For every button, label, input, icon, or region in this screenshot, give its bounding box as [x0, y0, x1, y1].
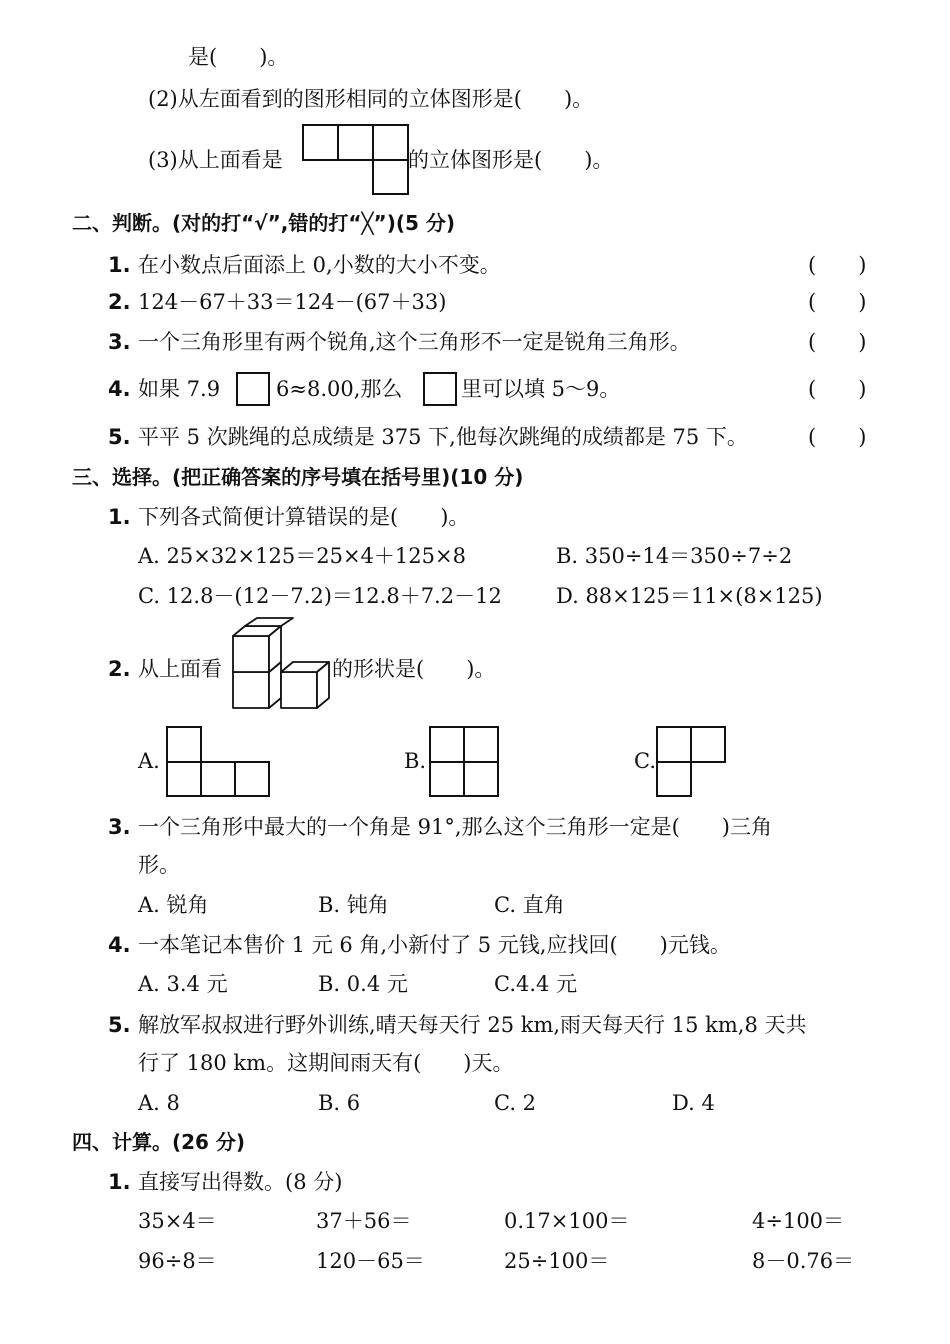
choice-1-option-a[interactable]: A. 25×32×125＝25×4＋125×8 [138, 544, 466, 568]
calc-item: 25÷100＝ [504, 1249, 610, 1273]
calc-item: 120－65＝ [316, 1249, 425, 1273]
choice-5-line2: 行了 180 km。这期间雨天有( )天。 [138, 1051, 514, 1075]
choice-3-option-c[interactable]: C. 直角 [494, 893, 565, 917]
choice-3-line1: 一个三角形中最大的一个角是 91°,那么这个三角形一定是( )三角 [138, 815, 772, 839]
choice-4-text: 一本笔记本售价 1 元 6 角,小新付了 5 元钱,应找回( )元钱。 [138, 933, 731, 957]
choice-1-text: 下列各式简便计算错误的是( )。 [138, 505, 470, 529]
q3-text-before: (3)从上面看是 [148, 148, 283, 172]
calc-item: 35×4＝ [138, 1209, 217, 1233]
judge-3-num: 3. [108, 330, 131, 354]
choice-4-option-a[interactable]: A. 3.4 元 [138, 972, 228, 996]
q3-text-after: 的立体图形是( )。 [408, 148, 614, 172]
judge-5-text: 平平 5 次跳绳的总成绩是 375 下,他每次跳绳的成绩都是 75 下。 [138, 425, 748, 449]
q2-text: (2)从左面看到的图形相同的立体图形是( )。 [148, 87, 594, 111]
choice-1-option-b[interactable]: B. 350÷14＝350÷7÷2 [556, 544, 793, 568]
choice-2-option-a-figure[interactable] [166, 726, 272, 798]
judge-2-text: 124－67＋33＝124－(67＋33) [138, 290, 447, 314]
choice-5-option-c[interactable]: C. 2 [494, 1091, 537, 1115]
judge-1-text: 在小数点后面添上 0,小数的大小不变。 [138, 253, 501, 277]
choice-5-num: 5. [108, 1013, 131, 1037]
choice-2-option-c-figure[interactable] [656, 726, 728, 798]
choice-5-line1: 解放军叔叔进行野外训练,晴天每天行 25 km,雨天每天行 15 km,8 天共 [138, 1013, 807, 1037]
choice-2-option-c-label[interactable]: C. [634, 749, 656, 773]
calc-item: 37＋56＝ [316, 1209, 412, 1233]
top-view-figure [302, 124, 410, 196]
choice-1-option-c[interactable]: C. 12.8－(12－7.2)＝12.8＋7.2－12 [138, 584, 502, 608]
judge-1-num: 1. [108, 253, 131, 277]
choice-1-num: 1. [108, 505, 131, 529]
judge-4-answer-blank[interactable]: ( ) [808, 377, 867, 401]
choice-4-option-b[interactable]: B. 0.4 元 [318, 972, 408, 996]
choice-2-option-b-label[interactable]: B. [404, 749, 427, 773]
section-4-heading: 四、计算。(26 分) [72, 1130, 246, 1154]
choice-4-num: 4. [108, 933, 131, 957]
choice-3-option-b[interactable]: B. 钝角 [318, 893, 389, 917]
choice-2-option-b-figure[interactable] [429, 726, 501, 798]
choice-4-option-c[interactable]: C.4.4 元 [494, 972, 578, 996]
judge-3-text: 一个三角形里有两个锐角,这个三角形不一定是锐角三角形。 [138, 330, 691, 354]
judge-4-text-a: 如果 7.9 [138, 377, 221, 401]
judge-1-answer-blank[interactable]: ( ) [808, 253, 867, 277]
judge-3-answer-blank[interactable]: ( ) [808, 330, 867, 354]
choice-3-option-a[interactable]: A. 锐角 [138, 893, 209, 917]
choice-2-text-b: 的形状是( )。 [332, 657, 496, 681]
choice-5-option-a[interactable]: A. 8 [138, 1091, 180, 1115]
judge-4-blank-box-2[interactable] [423, 372, 457, 406]
judge-4-blank-box-1[interactable] [236, 372, 270, 406]
choice-2-option-a-label[interactable]: A. [138, 749, 160, 773]
section-2-heading: 二、判断。(对的打“√”,错的打“╳”)(5 分) [72, 211, 455, 235]
judge-2-num: 2. [108, 290, 131, 314]
judge-4-text-b: 6≈8.00,那么 [276, 377, 403, 401]
calc-item: 8－0.76＝ [752, 1249, 855, 1273]
q1-tail-text: 是( )。 [188, 45, 289, 69]
choice-5-option-b[interactable]: B. 6 [318, 1091, 361, 1115]
judge-4-text-c: 里可以填 5～9。 [461, 377, 621, 401]
choice-2-text-a: 从上面看 [138, 657, 222, 681]
judge-5-num: 5. [108, 425, 131, 449]
choice-5-option-d[interactable]: D. 4 [672, 1091, 715, 1115]
cube-stack-figure [231, 624, 331, 710]
choice-3-num: 3. [108, 815, 131, 839]
calc-item: 4÷100＝ [752, 1209, 845, 1233]
choice-1-option-d[interactable]: D. 88×125＝11×(8×125) [556, 584, 823, 608]
choice-2-num: 2. [108, 657, 131, 681]
calc-1-num: 1. [108, 1170, 131, 1194]
calc-1-text: 直接写出得数。(8 分) [138, 1170, 343, 1194]
judge-4-num: 4. [108, 377, 131, 401]
judge-5-answer-blank[interactable]: ( ) [808, 425, 867, 449]
judge-2-answer-blank[interactable]: ( ) [808, 290, 867, 314]
choice-3-line2: 形。 [138, 853, 180, 877]
section-3-heading: 三、选择。(把正确答案的序号填在括号里)(10 分) [72, 465, 524, 489]
calc-item: 96÷8＝ [138, 1249, 217, 1273]
calc-item: 0.17×100＝ [504, 1209, 630, 1233]
